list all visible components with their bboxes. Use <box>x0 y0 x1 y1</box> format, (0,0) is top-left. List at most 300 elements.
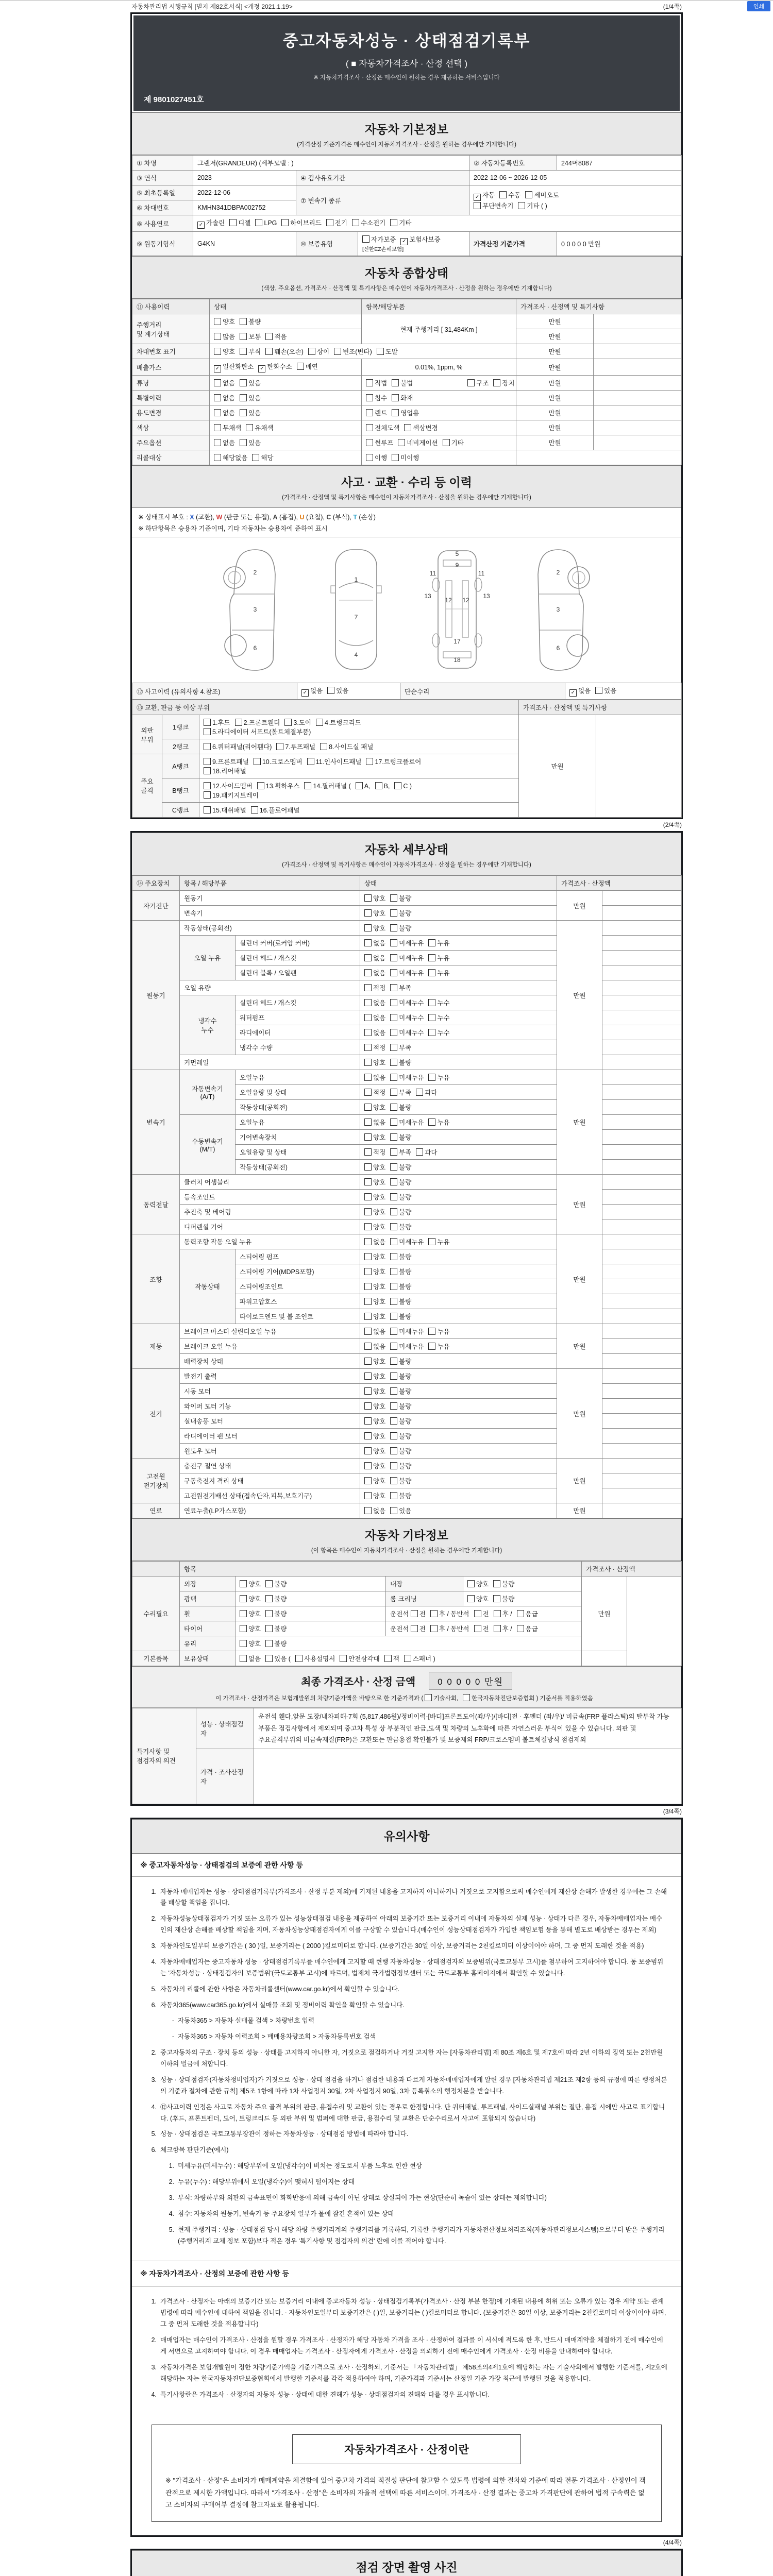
checkbox[interactable] <box>214 454 221 461</box>
checkbox[interactable] <box>364 1104 372 1111</box>
checkbox[interactable] <box>240 379 247 386</box>
checkbox[interactable]: ✓ <box>301 689 309 697</box>
checkbox[interactable] <box>384 1655 392 1662</box>
checkbox-option: 미세누수 <box>390 1013 424 1022</box>
checkbox[interactable] <box>364 999 372 1006</box>
checkbox[interactable] <box>428 1238 435 1245</box>
checkbox[interactable] <box>390 1178 397 1185</box>
checkbox[interactable] <box>364 1268 372 1275</box>
checkbox[interactable] <box>265 1580 273 1587</box>
checkbox[interactable] <box>240 333 247 340</box>
checkbox[interactable] <box>499 191 507 198</box>
checkbox[interactable] <box>204 791 211 799</box>
state-options <box>236 1606 386 1621</box>
checkbox[interactable] <box>493 379 500 386</box>
checkbox[interactable] <box>240 1580 247 1587</box>
print-button[interactable]: 인쇄 <box>747 1 770 11</box>
checkbox[interactable] <box>326 219 333 226</box>
checkbox[interactable] <box>390 1074 397 1081</box>
checkbox-option: ✓ 일산화탄소 <box>214 362 254 372</box>
checkbox[interactable] <box>364 1387 372 1395</box>
checkbox-option: 양호 <box>214 347 235 356</box>
checkbox-option: 부족 <box>390 983 411 992</box>
checkbox[interactable] <box>204 743 211 750</box>
checkbox[interactable] <box>390 1104 397 1111</box>
checkbox[interactable] <box>364 1163 372 1171</box>
checkbox[interactable] <box>392 394 399 401</box>
diagram-part-number: 12 <box>462 597 469 604</box>
checkbox-option: 미세누수 <box>390 998 424 1007</box>
checkbox[interactable] <box>240 409 247 416</box>
item-options <box>362 405 516 420</box>
checkbox-option: 있음 <box>327 686 348 695</box>
checkbox[interactable] <box>390 984 397 991</box>
checkbox[interactable] <box>428 939 435 946</box>
checkbox[interactable] <box>390 1089 397 1096</box>
checkbox[interactable] <box>390 1298 397 1305</box>
checkbox[interactable] <box>443 439 450 446</box>
checkbox[interactable] <box>430 1610 438 1617</box>
checkbox[interactable] <box>390 999 397 1006</box>
checkbox-option: 미세누수 <box>390 1028 424 1037</box>
note-cell <box>602 1055 682 1070</box>
checkbox[interactable] <box>390 1328 397 1335</box>
checkbox[interactable] <box>307 758 314 765</box>
state-options <box>360 951 557 965</box>
note-cell <box>602 1085 682 1100</box>
checkbox[interactable] <box>517 1610 524 1617</box>
checkbox[interactable] <box>334 348 341 355</box>
checkbox[interactable]: ✓ <box>214 365 221 372</box>
status-code: C <box>326 514 331 521</box>
checkbox[interactable] <box>366 454 373 461</box>
checkbox[interactable] <box>240 1610 247 1617</box>
checkbox[interactable] <box>390 1014 397 1021</box>
checkbox[interactable] <box>517 1625 524 1632</box>
checkbox[interactable] <box>362 235 369 243</box>
checkbox[interactable]: ✓ <box>474 194 481 201</box>
checkbox[interactable] <box>364 1238 372 1245</box>
checkbox[interactable] <box>364 969 372 976</box>
checkbox[interactable] <box>214 318 221 325</box>
note-cell <box>594 435 682 450</box>
state-options <box>360 921 557 936</box>
checkbox[interactable] <box>265 1625 273 1632</box>
checkbox[interactable] <box>240 439 247 446</box>
checkbox[interactable] <box>320 743 327 750</box>
state-options <box>463 1577 582 1591</box>
checkbox[interactable] <box>364 1462 372 1469</box>
note-cell <box>602 1145 682 1160</box>
checkbox[interactable] <box>340 1655 347 1662</box>
checkbox[interactable] <box>392 454 399 461</box>
notice-item-number: 4. <box>151 1958 157 1965</box>
checkbox-option: 8.사이드실 패널 <box>320 742 373 751</box>
checkbox[interactable] <box>240 1625 247 1632</box>
state-options <box>360 1414 557 1429</box>
checkbox[interactable]: ✓ <box>569 689 577 697</box>
checkbox[interactable] <box>366 394 373 401</box>
checkbox[interactable] <box>364 909 372 917</box>
checkbox[interactable] <box>364 1313 372 1320</box>
checkbox[interactable] <box>204 806 211 814</box>
checkbox[interactable] <box>390 1253 397 1260</box>
checkbox[interactable] <box>467 379 475 386</box>
checkbox[interactable] <box>474 1625 481 1632</box>
price-cell: 만원 <box>516 391 594 405</box>
checkbox[interactable] <box>390 1417 397 1425</box>
checkbox-option: 적정 <box>364 983 385 992</box>
checkbox[interactable] <box>364 1372 372 1380</box>
checkbox[interactable] <box>428 1074 435 1081</box>
checkbox[interactable] <box>240 318 247 325</box>
checkbox[interactable] <box>364 1148 372 1156</box>
checkbox[interactable] <box>364 1089 372 1096</box>
checkbox[interactable] <box>240 1640 247 1647</box>
checkbox[interactable] <box>392 379 399 386</box>
checkbox[interactable] <box>235 719 242 726</box>
checkbox[interactable] <box>364 984 372 991</box>
state-options <box>360 1085 557 1100</box>
checkbox[interactable] <box>375 782 382 789</box>
diagram-part-number: 11 <box>478 570 485 577</box>
checkbox[interactable] <box>493 1595 500 1602</box>
checkbox[interactable] <box>246 424 253 431</box>
checkbox-option: 누유 <box>428 1117 449 1127</box>
checkbox[interactable] <box>416 1148 423 1156</box>
checkbox[interactable] <box>252 454 259 461</box>
checkbox[interactable] <box>390 1238 397 1245</box>
checkbox[interactable] <box>366 409 373 416</box>
checkbox[interactable] <box>240 394 247 401</box>
checkbox[interactable] <box>204 767 211 774</box>
item-label: 타이어 <box>180 1621 236 1636</box>
checkbox[interactable] <box>366 439 373 446</box>
checkbox[interactable] <box>416 1089 423 1096</box>
checkbox[interactable] <box>428 1014 435 1021</box>
checkbox[interactable] <box>390 1118 397 1126</box>
checkbox[interactable] <box>390 939 397 946</box>
notice-item-number: 1. <box>151 2298 157 2306</box>
checkbox[interactable] <box>390 954 397 961</box>
checkbox[interactable] <box>364 1133 372 1141</box>
checkbox[interactable] <box>364 1507 372 1514</box>
document-number: 제 9801027451호 <box>144 95 204 104</box>
checkbox[interactable] <box>474 1610 481 1617</box>
checkbox-option: 안전삼각대 <box>340 1654 379 1663</box>
checkbox[interactable] <box>390 1313 397 1320</box>
checkbox[interactable] <box>364 1118 372 1126</box>
checkbox[interactable] <box>390 894 397 902</box>
table-row <box>132 715 682 739</box>
checkbox[interactable] <box>390 1343 397 1350</box>
checkbox[interactable] <box>364 1447 372 1454</box>
checkbox[interactable] <box>229 219 237 226</box>
item-options <box>362 435 516 450</box>
checkbox[interactable] <box>463 1694 470 1701</box>
checkbox[interactable] <box>257 782 264 789</box>
checkbox[interactable] <box>390 1477 397 1484</box>
checkbox[interactable] <box>265 1595 273 1602</box>
checkbox-option: 미세누유 <box>390 1327 424 1336</box>
checkbox-option: 양호 <box>364 1103 385 1112</box>
checkbox[interactable] <box>494 1625 501 1632</box>
checkbox[interactable] <box>595 687 602 694</box>
checkbox-option: 불량 <box>240 317 261 326</box>
checkbox[interactable] <box>214 348 221 355</box>
note-cell <box>594 344 682 359</box>
notice-item-number: 2. <box>151 1915 157 1923</box>
checkbox[interactable] <box>265 1655 273 1662</box>
checkbox-option: 있음 <box>595 686 616 695</box>
checkbox[interactable] <box>364 1417 372 1425</box>
checkbox[interactable] <box>214 409 221 416</box>
checkbox[interactable] <box>316 719 323 726</box>
checkbox[interactable] <box>428 1328 435 1335</box>
checkbox[interactable] <box>428 1343 435 1350</box>
notice-item-text: 자동차365 > 자동차 실매물 검색 > 차량번호 입력 <box>178 2017 315 2025</box>
checkbox[interactable] <box>308 348 315 355</box>
checkbox[interactable] <box>276 743 283 750</box>
checkbox-option: 양호 <box>364 1267 385 1276</box>
checkbox[interactable] <box>411 1625 418 1632</box>
checkbox[interactable] <box>364 1328 372 1335</box>
checkbox[interactable] <box>390 1268 397 1275</box>
checkbox[interactable] <box>474 202 481 209</box>
engine-type-value: G4KN <box>193 232 296 256</box>
checkbox[interactable] <box>390 1358 397 1365</box>
checkbox[interactable] <box>364 1477 372 1484</box>
checkbox-option: 양호 <box>364 1132 385 1142</box>
checkbox[interactable] <box>390 1387 397 1395</box>
checkbox[interactable] <box>390 1044 397 1051</box>
inspection-period-value: 2022-12-06 ~ 2026-12-05 <box>469 171 682 185</box>
checkbox[interactable] <box>390 1133 397 1141</box>
checkbox-option: 불량 <box>390 1058 411 1067</box>
page-number: (2/4쪽) <box>663 821 682 828</box>
checkbox-option: 10.크로스멤버 <box>254 757 303 766</box>
note-cell <box>602 936 682 951</box>
checkbox-option: 양호 <box>364 1207 385 1216</box>
checkbox[interactable]: ✓ <box>197 222 205 229</box>
row-label: 특기사항 및 점검자의 의견 <box>132 1708 196 1804</box>
checkbox[interactable] <box>214 439 221 446</box>
checkbox[interactable] <box>265 348 273 355</box>
checkbox[interactable] <box>356 782 363 789</box>
page-2 <box>130 831 683 1806</box>
checkbox[interactable] <box>366 424 373 431</box>
note-cell <box>602 1414 682 1429</box>
checkbox[interactable] <box>364 1208 372 1215</box>
checkbox[interactable] <box>204 782 211 789</box>
item-label: 구동축전지 격리 상태 <box>180 1473 360 1488</box>
checkbox-option: 불량 <box>390 1282 411 1291</box>
checkbox[interactable] <box>304 782 311 789</box>
checkbox[interactable] <box>297 363 304 370</box>
item-label: 발전기 출력 <box>180 1369 360 1384</box>
checkbox[interactable] <box>390 1372 397 1380</box>
checkbox[interactable] <box>390 1208 397 1215</box>
checkbox[interactable] <box>525 191 532 198</box>
checkbox[interactable] <box>428 999 435 1006</box>
checkbox[interactable] <box>390 1283 397 1290</box>
header-row <box>132 876 682 891</box>
checkbox[interactable] <box>428 1118 435 1126</box>
checkbox[interactable] <box>364 924 372 931</box>
checkbox[interactable] <box>254 758 261 765</box>
checkbox[interactable] <box>364 1193 372 1200</box>
field-label: ⑩ 보증유형 <box>296 232 358 256</box>
checkbox[interactable] <box>364 1432 372 1439</box>
checkbox[interactable] <box>204 758 211 765</box>
checkbox[interactable] <box>390 924 397 931</box>
checkbox[interactable] <box>404 424 411 431</box>
checkbox-option: 있음 <box>390 1506 411 1515</box>
page-number: (1/4쪽) <box>663 3 682 10</box>
checkbox[interactable] <box>214 394 221 401</box>
checkbox[interactable] <box>255 219 262 226</box>
checkbox[interactable] <box>390 1029 397 1036</box>
checkbox[interactable] <box>327 687 334 694</box>
checkbox[interactable] <box>265 1610 273 1617</box>
checkbox-option: 양호 <box>364 1431 385 1440</box>
checkbox[interactable] <box>493 1580 500 1587</box>
checkbox[interactable] <box>390 1492 397 1499</box>
notice-item-number: 3. <box>151 1942 157 1950</box>
checkbox[interactable] <box>428 969 435 976</box>
checkbox[interactable] <box>364 1492 372 1499</box>
state-options <box>360 906 557 921</box>
checkbox[interactable] <box>390 1059 397 1066</box>
checkbox[interactable] <box>240 1655 247 1662</box>
checkbox[interactable] <box>352 219 359 226</box>
checkbox[interactable] <box>390 969 397 976</box>
checkbox[interactable] <box>295 1655 303 1662</box>
state-options <box>210 344 516 359</box>
checkbox[interactable] <box>518 202 525 209</box>
checkbox[interactable] <box>240 1595 247 1602</box>
checkbox[interactable] <box>390 1148 397 1156</box>
checkbox-option: 부족 <box>390 1088 411 1097</box>
notice-item <box>145 1957 668 1979</box>
checkbox[interactable] <box>390 1193 397 1200</box>
checkbox[interactable] <box>364 1223 372 1230</box>
checkbox[interactable] <box>364 1029 372 1036</box>
notice-item <box>145 1913 668 1936</box>
document-title: 중고자동차성능 · 상태점검기록부 <box>282 32 531 50</box>
checkbox[interactable] <box>364 1059 372 1066</box>
checkbox[interactable] <box>366 379 373 386</box>
checkbox[interactable] <box>428 1029 435 1036</box>
checkbox[interactable] <box>377 348 384 355</box>
checkbox[interactable] <box>390 1432 397 1439</box>
checkbox[interactable] <box>366 758 373 765</box>
checkbox-option: 양호 <box>467 1579 489 1588</box>
checkbox[interactable] <box>392 409 399 416</box>
appraiser-opinion-text <box>254 1749 682 1804</box>
checkbox-option: 미세누유 <box>390 968 424 977</box>
diagram-part-number: 2 <box>556 569 560 576</box>
checkbox[interactable] <box>240 348 247 355</box>
diagram-part-number: 9 <box>455 562 459 569</box>
checkbox[interactable] <box>467 1595 475 1602</box>
checkbox[interactable] <box>390 1447 397 1454</box>
checkbox[interactable] <box>390 219 397 226</box>
checkbox[interactable] <box>411 1610 418 1617</box>
checkbox[interactable] <box>204 728 211 735</box>
checkbox[interactable] <box>430 1625 438 1632</box>
note-cell <box>516 450 682 465</box>
checkbox[interactable] <box>390 909 397 917</box>
checkbox[interactable] <box>364 1298 372 1305</box>
checkbox[interactable] <box>364 894 372 902</box>
diagram-part-number: 1 <box>354 576 358 583</box>
checkbox[interactable] <box>494 1610 501 1617</box>
checkbox[interactable] <box>214 333 221 340</box>
item-label: 실린더 헤드 / 개스킷 <box>236 995 360 1010</box>
checkbox[interactable]: ✓ <box>258 365 265 372</box>
column-header <box>132 1562 180 1577</box>
checkbox[interactable] <box>364 1074 372 1081</box>
pricing-info-body: ※ "가격조사 · 산정"은 소비자가 매매계약을 체결함에 있어 중고차 가격의 적절성 판단에 참고할 수 있도록 법령에 의한 절차와 기준에 따라 전문 가격조사 · 산정인이 객관적으로 제시한 가액입니다. 따라서 "가격조사 · 산정"은 소비자의 자율적 선택에 따른 서비스이며, 가격조사 · 산정 결과는 중고차 가격판단에 관하여 법적 구속력은 없고 소비자의 구매여부 결정에 참고자료로 활용됩니다. <box>165 2477 646 2509</box>
price-cell: 만원 <box>557 1459 602 1503</box>
checkbox[interactable] <box>390 1507 397 1514</box>
table-row <box>132 215 682 232</box>
checkbox-option: 3.도어 <box>284 718 311 727</box>
checkbox[interactable] <box>467 1580 475 1587</box>
checkbox[interactable] <box>425 1694 432 1701</box>
checkbox[interactable] <box>390 1462 397 1469</box>
checkbox[interactable] <box>404 1655 411 1662</box>
state-options <box>210 405 362 420</box>
panel-options <box>199 778 519 803</box>
checkbox[interactable] <box>364 1402 372 1410</box>
notice-subheading: ※ 중고자동차성능 · 상태점검의 보증에 관한 사항 등 <box>132 1854 681 1877</box>
checkbox[interactable] <box>251 806 258 814</box>
checkbox[interactable] <box>214 379 221 386</box>
checkbox[interactable] <box>281 219 289 226</box>
checkbox[interactable] <box>364 1044 372 1051</box>
checkbox-option: 세미오토 <box>525 190 559 199</box>
checkbox[interactable] <box>364 1014 372 1021</box>
checkbox[interactable] <box>364 1283 372 1290</box>
checkbox-option: 양호 <box>364 1416 385 1426</box>
checkbox[interactable] <box>428 954 435 961</box>
checkbox-option: 불량 <box>390 1207 411 1216</box>
checkbox[interactable] <box>390 1163 397 1171</box>
checkbox[interactable] <box>265 333 273 340</box>
checkbox[interactable] <box>364 1178 372 1185</box>
checkbox-option: 불량 <box>390 923 411 933</box>
checkbox[interactable] <box>204 719 211 726</box>
checkbox[interactable]: ✓ <box>400 238 408 245</box>
checkbox[interactable] <box>364 939 372 946</box>
checkbox[interactable] <box>398 439 405 446</box>
checkbox[interactable] <box>284 719 292 726</box>
checkbox[interactable] <box>364 954 372 961</box>
checkbox[interactable] <box>364 1343 372 1350</box>
checkbox[interactable] <box>390 1402 397 1410</box>
checkbox[interactable] <box>364 1358 372 1365</box>
checkbox[interactable] <box>265 1640 273 1647</box>
checkbox[interactable] <box>214 424 221 431</box>
checkbox[interactable] <box>394 782 401 789</box>
checkbox[interactable] <box>364 1253 372 1260</box>
table-row <box>132 683 682 700</box>
checkbox-option: 미이행 <box>392 453 419 462</box>
checkbox[interactable] <box>390 1223 397 1230</box>
checkbox-option: 전 <box>474 1624 489 1633</box>
